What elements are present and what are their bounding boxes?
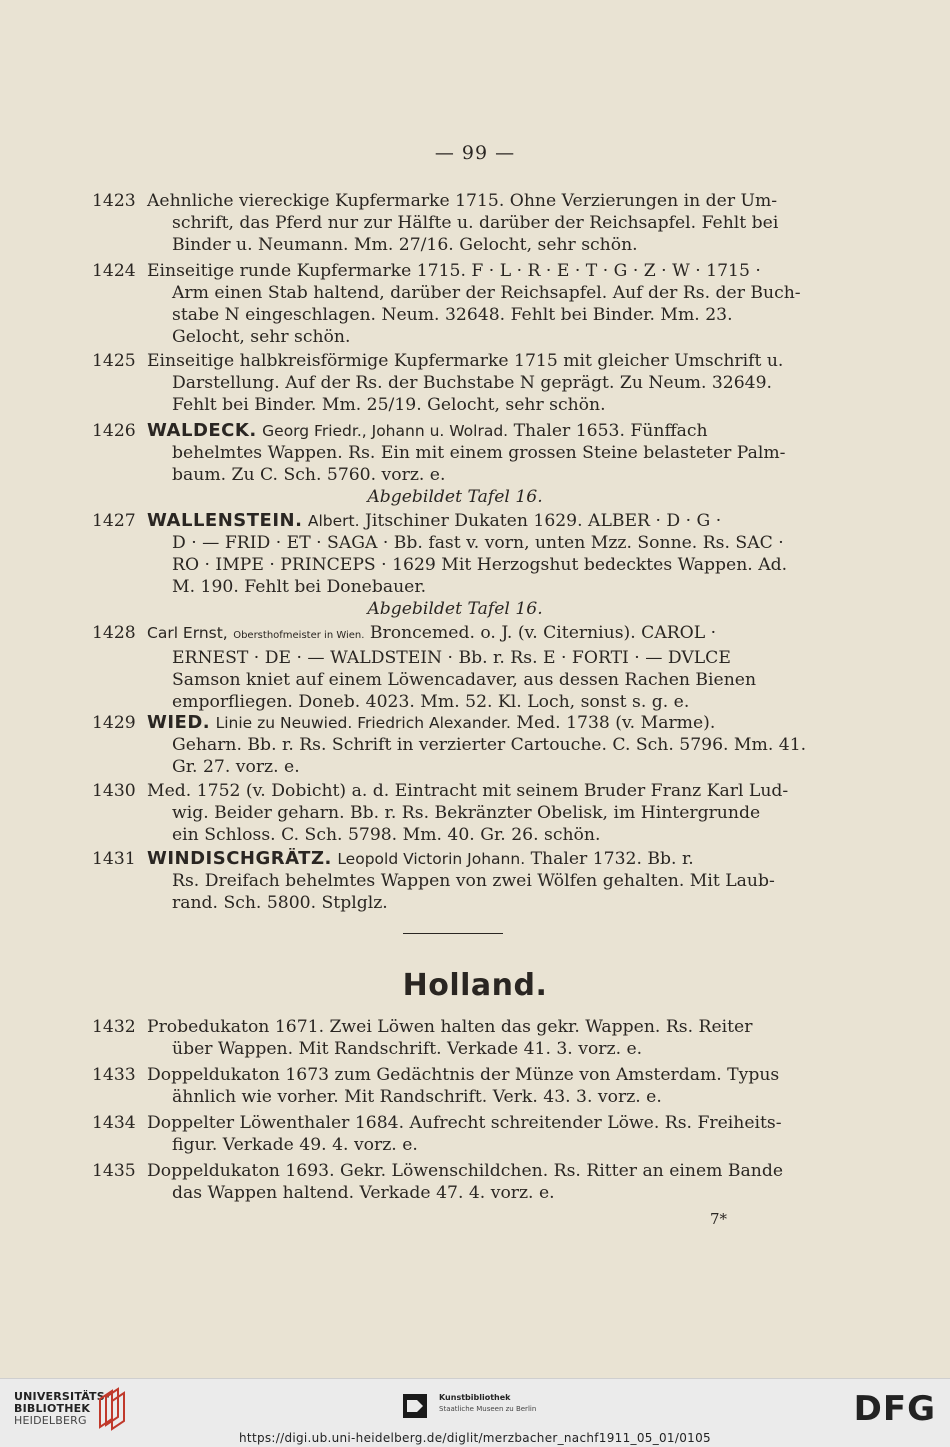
- entry-subheading: Albert.: [307, 512, 360, 530]
- catalog-entry: [92, 420, 818, 508]
- entry-text: Aehnliche viereckige Kupfermarke 1715. Ohne Verzierungen in der Um-: [147, 191, 778, 211]
- entry-number: 1429: [92, 713, 136, 733]
- ub-logo-line: HEIDELBERG: [14, 1414, 87, 1427]
- entry-text: über Wappen. Mit Randschrift. Verkade 41. 3. vorz. e.: [172, 1039, 643, 1059]
- kb-logo-subtitle: Staatliche Museen zu Berlin: [439, 1405, 537, 1413]
- entry-text: Geharn. Bb. r. Rs. Schrift in verzierter Cartouche. C. Sch. 5796. Mm. 41.: [172, 735, 807, 755]
- entry-text: rand. Sch. 5800. Stplglz.: [172, 893, 388, 913]
- entry-text: Arm einen Stab haltend, darüber der Reichsapfel. Auf der Rs. der Buch-: [172, 283, 801, 303]
- entry-text: Rs. Dreifach behelmtes Wappen von zwei Wölfen gehalten. Mit Laub-: [172, 871, 775, 891]
- entry-number: 1434: [92, 1113, 136, 1133]
- entry-subnote: Obersthofmeister in Wien.: [233, 630, 365, 641]
- entry-number: 1431: [92, 849, 136, 869]
- catalog-entry: [92, 350, 818, 416]
- catalog-entry: [92, 1112, 818, 1156]
- entry-heading: WIED.: [147, 712, 211, 733]
- entry-text: Darstellung. Auf der Rs. der Buchstabe N geprägt. Zu Neum. 32649.: [172, 373, 773, 393]
- dfg-logo[interactable]: DFG: [853, 1389, 936, 1429]
- catalog-entry: [92, 712, 818, 778]
- entry-text: stabe N eingeschlagen. Neum. 32648. Fehlt bei Binder. Mm. 23.: [172, 305, 733, 325]
- entry-number: 1426: [92, 421, 136, 441]
- permalink-url[interactable]: https://digi.ub.uni-heidelberg.de/diglit/merzbacher_nachf1911_05_01/0105: [239, 1431, 711, 1445]
- entry-number: 1435: [92, 1161, 136, 1181]
- catalog-entry: [92, 1064, 818, 1108]
- ub-logo-mark-icon: [94, 1387, 130, 1431]
- entry-number: 1433: [92, 1065, 136, 1085]
- catalog-entry: [92, 1160, 818, 1204]
- entry-number: 1427: [92, 511, 136, 531]
- entry-text: Thaler 1653. Fünffach: [513, 421, 708, 441]
- entry-number: 1424: [92, 261, 136, 281]
- entry-text: baum. Zu C. Sch. 5760. vorz. e.: [172, 465, 446, 485]
- catalog-entry: [92, 260, 818, 348]
- entry-text: Gr. 27. vorz. e.: [172, 757, 300, 777]
- entry-text: ähnlich wie vorher. Mit Randschrift. Verk. 43. 3. vorz. e.: [172, 1087, 662, 1107]
- entry-text: Thaler 1732. Bb. r.: [530, 849, 694, 869]
- entry-text: Doppelter Löwenthaler 1684. Aufrecht schreitender Löwe. Rs. Freiheits-: [147, 1113, 782, 1133]
- entry-text: Doppeldukaton 1693. Gekr. Löwenschildchen. Rs. Ritter an einem Bande: [147, 1161, 784, 1181]
- entry-subheading: Georg Friedr., Johann u. Wolrad.: [262, 422, 509, 440]
- entry-text: RO · IMPE · PRINCEPS · 1629 Mit Herzogshut bedecktes Wappen. Ad.: [172, 555, 788, 575]
- catalog-entry: [92, 190, 818, 256]
- entry-heading: WALLENSTEIN.: [147, 510, 303, 531]
- entry-note: Abgebildet Tafel 16.: [367, 487, 543, 507]
- entry-text: ein Schloss. C. Sch. 5798. Mm. 40. Gr. 26. schön.: [172, 825, 601, 845]
- entry-heading: WALDECK.: [147, 420, 257, 441]
- catalog-entry: [92, 622, 818, 713]
- entry-text: behelmtes Wappen. Rs. Ein mit einem grossen Steine belasteter Palm-: [172, 443, 786, 463]
- entry-text: Einseitige runde Kupfermarke 1715. F · L · R · E · T · G · Z · W · 1715 ·: [147, 261, 761, 281]
- entry-text: Med. 1738 (v. Marme).: [516, 713, 716, 733]
- ub-logo-line: UNIVERSITÄTS-: [14, 1390, 110, 1403]
- entry-text: wig. Beider geharn. Bb. r. Rs. Bekränzter Obelisk, im Hintergrunde: [172, 803, 761, 823]
- entry-subheading: Leopold Victorin Johann.: [337, 850, 526, 868]
- entry-note: Abgebildet Tafel 16.: [367, 599, 543, 619]
- entry-text: schrift, das Pferd nur zur Hälfte u. darüber der Reichsapfel. Fehlt bei: [172, 213, 779, 233]
- entry-text: Fehlt bei Binder. Mm. 25/19. Gelocht, sehr schön.: [172, 395, 606, 415]
- catalog-entry: [92, 780, 818, 846]
- entry-number: 1430: [92, 781, 136, 801]
- entry-text: Doppeldukaton 1673 zum Gedächtnis der Münze von Amsterdam. Typus: [147, 1065, 780, 1085]
- kb-logo-title: Kunstbibliothek: [439, 1393, 511, 1402]
- entry-heading: WINDISCHGRÄTZ.: [147, 848, 332, 869]
- entry-subheading: Carl Ernst,: [147, 624, 228, 642]
- entry-text: Binder u. Neumann. Mm. 27/16. Gelocht, sehr schön.: [172, 235, 638, 255]
- entry-text: Gelocht, sehr schön.: [172, 327, 351, 347]
- entry-text: Broncemed. o. J. (v. Citernius). CAROL ·: [369, 623, 717, 643]
- catalog-entry: [92, 1016, 818, 1060]
- entry-text: Probedukaton 1671. Zwei Löwen halten das gekr. Wappen. Rs. Reiter: [147, 1017, 753, 1037]
- entry-text: emporfliegen. Doneb. 4023. Mm. 52. Kl. Loch, sonst s. g. e.: [172, 692, 690, 712]
- entry-text: D · — FRID · ET · SAGA · Bb. fast v. vorn, unten Mzz. Sonne. Rs. SAC ·: [172, 533, 784, 553]
- kunstbibliothek-square-icon: [403, 1394, 427, 1418]
- ub-logo-line: BIBLIOTHEK: [14, 1402, 91, 1415]
- entry-text: Jitschiner Dukaten 1629. ALBER · D · G ·: [365, 511, 722, 531]
- entry-number: 1428: [92, 623, 136, 643]
- entry-text: Samson kniet auf einem Löwencadaver, aus dessen Rachen Bienen: [172, 670, 757, 690]
- entry-subheading: Linie zu Neuwied. Friedrich Alexander.: [215, 714, 511, 732]
- entry-number: 1425: [92, 351, 136, 371]
- catalog-entry: [92, 848, 818, 914]
- section-divider: [403, 933, 503, 934]
- section-title: Holland.: [402, 968, 548, 1003]
- entry-text: Einseitige halbkreisförmige Kupfermarke 1715 mit gleicher Umschrift u.: [147, 351, 784, 371]
- footer-bar: [0, 1378, 950, 1447]
- entry-text: ERNEST · DE · — WALDSTEIN · Bb. r. Rs. E · FORTI · — DVLCE: [172, 648, 731, 668]
- entry-number: 1423: [92, 191, 136, 211]
- catalog-entry: [92, 510, 818, 620]
- entry-text: Med. 1752 (v. Dobicht) a. d. Eintracht mit seinem Bruder Franz Karl Lud-: [147, 781, 789, 801]
- signature-mark: 7*: [710, 1210, 728, 1228]
- entry-number: 1432: [92, 1017, 136, 1037]
- entry-text: figur. Verkade 49. 4. vorz. e.: [172, 1135, 418, 1155]
- entry-text: das Wappen haltend. Verkade 47. 4. vorz. e.: [172, 1183, 555, 1203]
- entry-text: M. 190. Fehlt bei Donebauer.: [172, 577, 427, 597]
- page-number: — 99 —: [434, 142, 516, 164]
